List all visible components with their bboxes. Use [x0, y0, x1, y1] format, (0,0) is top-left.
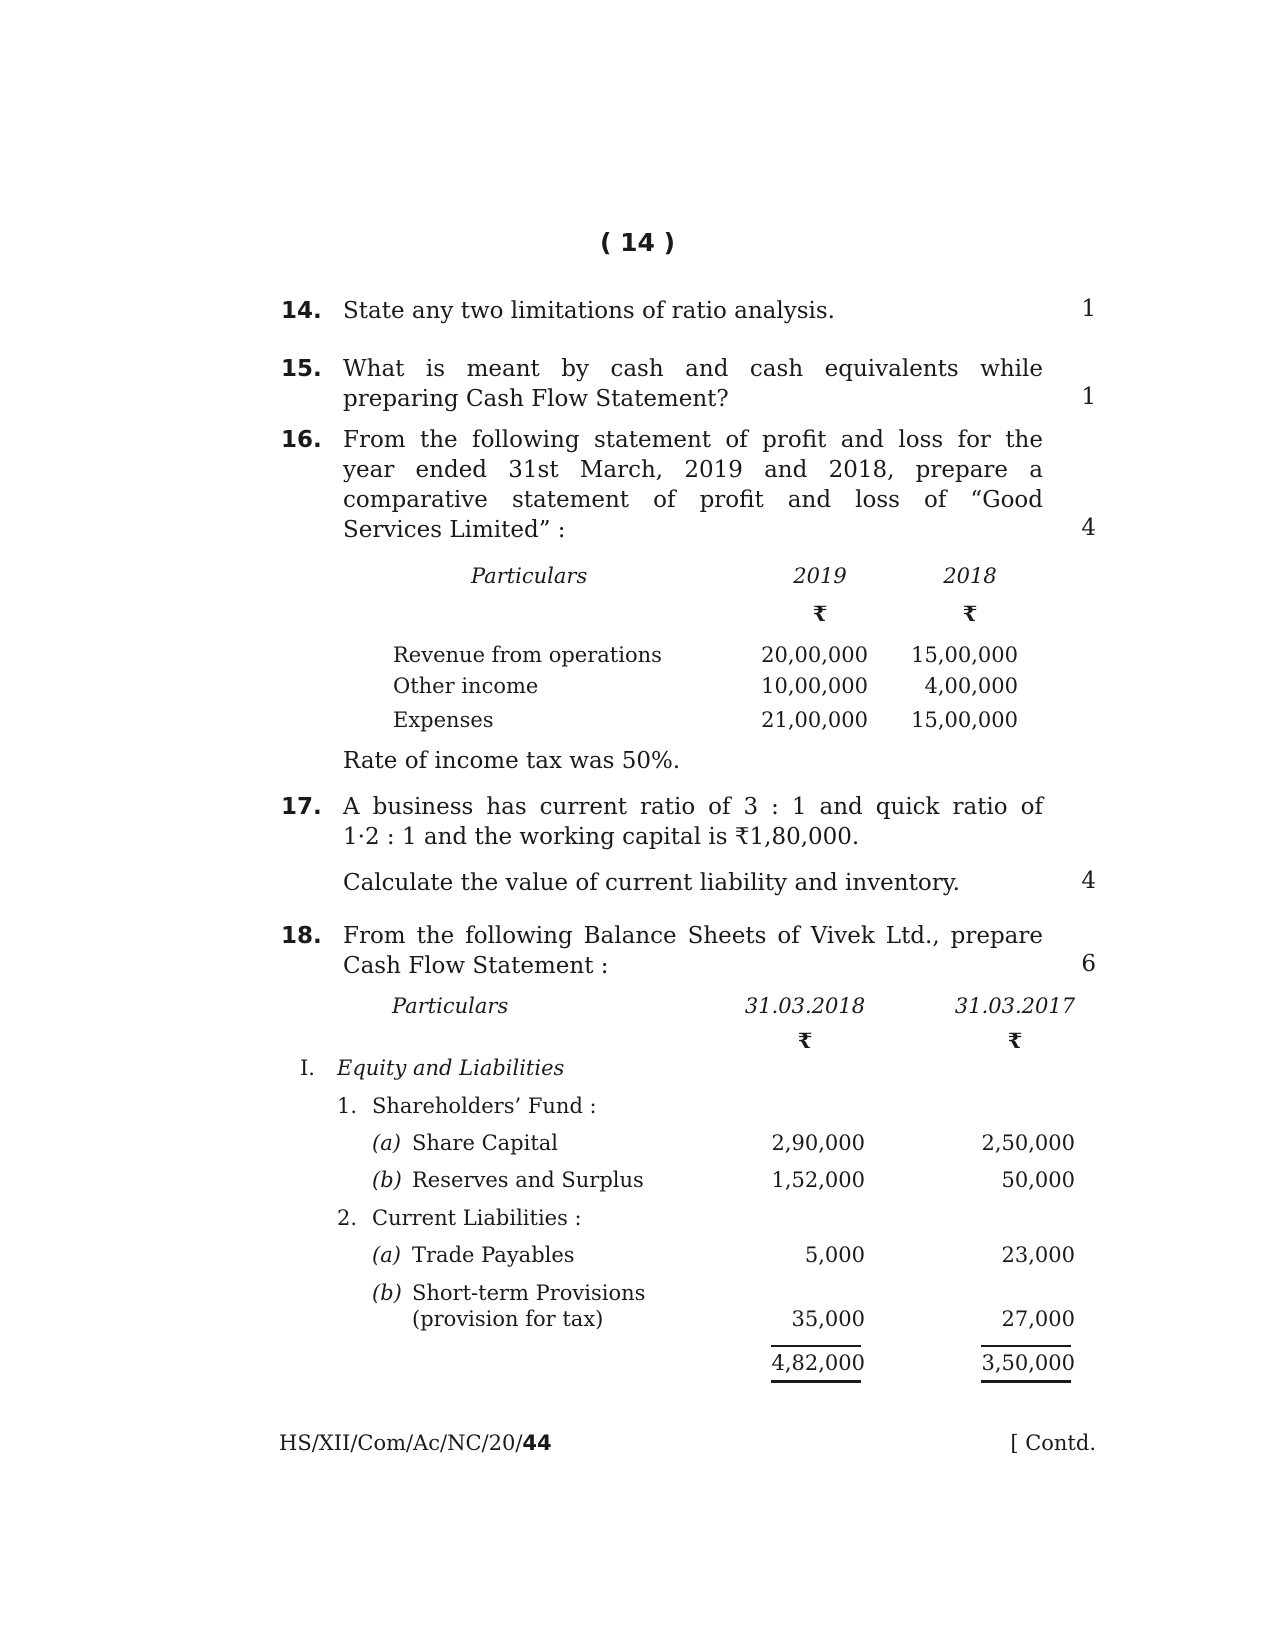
reserves-2018: 1,52,000: [771, 1168, 865, 1192]
footer-code-bold: 44: [522, 1431, 552, 1455]
question-16-line-2: year ended 31st March, 2019 and 2018, prepare a: [343, 457, 1043, 483]
group-2-number: 2.: [337, 1206, 358, 1230]
reserves-label: Reserves and Surplus: [412, 1168, 644, 1192]
question-number-15: 15.: [281, 356, 322, 382]
table1-header-2018: 2018: [943, 564, 997, 588]
trade-payables-label: Trade Payables: [412, 1243, 575, 1267]
question-16-marks: 4: [1081, 515, 1096, 541]
table1-row-label: Revenue from operations: [393, 643, 662, 667]
provisions-label: Short-term Provisions: [412, 1281, 646, 1305]
table1-row-2019: 10,00,000: [761, 674, 868, 698]
question-15-text: [343, 354, 1043, 414]
table1-header-2019: 2019: [793, 564, 847, 588]
group-1-number: 1.: [337, 1094, 358, 1118]
question-14-text: State any two limitations of ratio analysis.: [343, 298, 835, 324]
question-15-line-2: preparing Cash Flow Statement?: [343, 386, 729, 412]
item-tag: (b): [372, 1281, 402, 1305]
item-tag: (a): [372, 1131, 401, 1155]
table1-row-label: Other income: [393, 674, 539, 698]
provisions-2018: 35,000: [791, 1307, 865, 1331]
question-17-line-1: A business has current ratio of 3 : 1 and quick ratio of: [343, 794, 1043, 820]
question-17-text: [343, 792, 1043, 852]
question-number-18: 18.: [281, 923, 322, 949]
question-18-text: [343, 921, 1043, 981]
table1-header-particulars: Particulars: [471, 564, 588, 588]
table2-header-particulars: Particulars: [392, 994, 509, 1018]
trade-payables-2018: 5,000: [804, 1243, 865, 1267]
section-title: Equity and Liabilities: [337, 1056, 565, 1080]
question-number-17: 17.: [281, 794, 322, 820]
trade-payables-2017: 23,000: [1001, 1243, 1075, 1267]
footer-contd: [ Contd.: [1010, 1431, 1096, 1455]
table2-currency-2017: ₹: [1007, 1028, 1023, 1053]
footer-code: [279, 1431, 552, 1455]
total-2018: 4,82,000: [771, 1351, 865, 1375]
footer-code-text: HS/XII/Com/Ac/NC/20/: [279, 1431, 523, 1455]
question-16-line-4: Services Limited” :: [343, 517, 566, 543]
question-18-marks: 6: [1081, 951, 1096, 977]
question-number-14: 14.: [281, 298, 322, 324]
item-tag: (b): [372, 1168, 402, 1192]
question-18-line-2: Cash Flow Statement :: [343, 953, 609, 979]
total-rule-bottom-2017: [981, 1380, 1071, 1383]
share-capital-2018: 2,90,000: [771, 1131, 865, 1155]
question-15-line-1: What is meant by cash and cash equivalents while: [343, 356, 1043, 382]
reserves-2017: 50,000: [1001, 1168, 1075, 1192]
question-14-marks: 1: [1081, 296, 1096, 322]
item-tag: (a): [372, 1243, 401, 1267]
table2-header-2018: 31.03.2018: [744, 994, 866, 1018]
question-16-text: [343, 425, 1043, 545]
question-16-line-3: comparative statement of profit and loss of “Good: [343, 487, 1043, 513]
provisions-sublabel: (provision for tax): [412, 1307, 604, 1331]
question-17-instruction: Calculate the value of current liability and inventory.: [343, 870, 960, 896]
table1-currency-2019: ₹: [812, 601, 828, 626]
group-1-title: Shareholders’ Fund :: [372, 1094, 597, 1118]
table1-row-2019: 21,00,000: [761, 708, 868, 732]
total-rule-top-2018: [771, 1345, 861, 1347]
total-rule-top-2017: [981, 1345, 1071, 1347]
table1-row-2018: 4,00,000: [924, 674, 1018, 698]
question-17-line-2: 1·2 : 1 and the working capital is ₹1,80,000.: [343, 824, 860, 850]
question-16-line-1: From the following statement of profit and loss for the: [343, 427, 1043, 453]
question-16-note: Rate of income tax was 50%.: [343, 748, 681, 774]
section-roman: I.: [300, 1056, 315, 1080]
share-capital-label: Share Capital: [412, 1131, 558, 1155]
total-2017: 3,50,000: [981, 1351, 1075, 1375]
share-capital-2017: 2,50,000: [981, 1131, 1075, 1155]
table2-header-2017: 31.03.2017: [954, 994, 1076, 1018]
total-rule-bottom-2018: [771, 1380, 861, 1383]
table1-row-2018: 15,00,000: [911, 708, 1018, 732]
question-number-16: 16.: [281, 427, 322, 453]
table1-row-label: Expenses: [393, 708, 494, 732]
question-15-marks: 1: [1081, 384, 1096, 410]
table1-row-2018: 15,00,000: [911, 643, 1018, 667]
question-18-line-1: From the following Balance Sheets of Vivek Ltd., prepare: [343, 923, 1043, 949]
question-17-marks: 4: [1081, 868, 1096, 894]
group-2-title: Current Liabilities :: [372, 1206, 582, 1230]
table1-row-2019: 20,00,000: [761, 643, 868, 667]
table1-currency-2018: ₹: [962, 601, 978, 626]
provisions-2017: 27,000: [1001, 1307, 1075, 1331]
table2-currency-2018: ₹: [797, 1028, 813, 1053]
page-number: ( 14 ): [599, 228, 676, 257]
